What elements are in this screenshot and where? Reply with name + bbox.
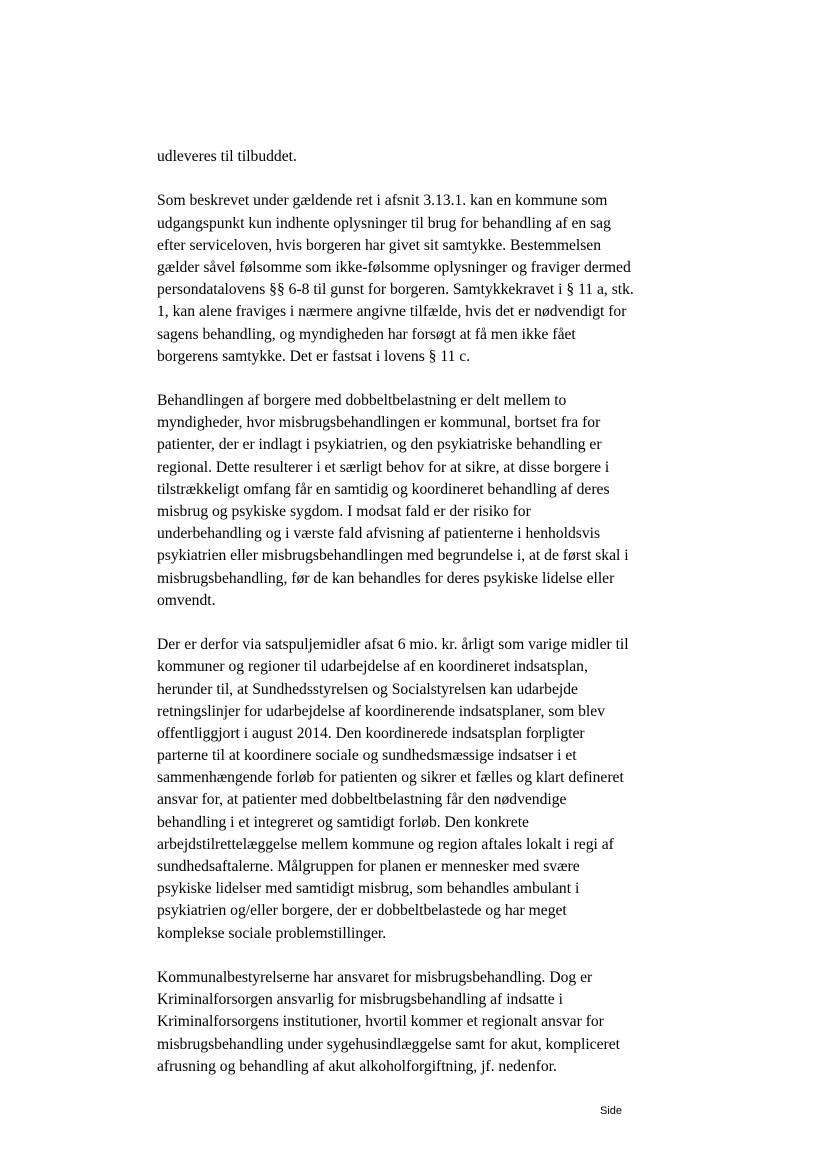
text-line: sammenhængende forløb for patienten og sikrer et fælles og klart defineret <box>157 769 624 787</box>
text-line: underbehandling og i værste fald afvisning af patienterne i henholdsvis <box>157 525 601 543</box>
text-line: persondatalovens §§ 6-8 til gunst for borgeren. Samtykkekravet i § 11 a, stk. <box>157 281 634 299</box>
text-line: offentliggjort i august 2014. Den koordinerede indsatsplan forpligter <box>157 724 585 742</box>
text-line: omvendt. <box>157 591 216 609</box>
text-line: misbrugsbehandling, før de kan behandles for deres psykiske lidelse eller <box>157 569 615 587</box>
text-line: Kriminalforsorgen ansvarlig for misbrugsbehandling af indsatte i <box>157 991 563 1009</box>
text-line: Kommunalbestyrelserne har ansvaret for misbrugsbehandling. Dog er <box>157 968 593 986</box>
text-line: udgangspunkt kun indhente oplysninger til brug for behandling af en sag <box>157 214 611 232</box>
text-line: komplekse sociale problemstillinger. <box>157 924 387 942</box>
text-line: Behandlingen af borgere med dobbeltbelastning er delt mellem to <box>157 392 567 410</box>
text-line: behandling i et integreret og samtidigt forløb. Den konkrete <box>157 813 529 831</box>
text-line: patienter, der er indlagt i psykiatrien, og den psykiatriske behandling er <box>157 436 602 454</box>
paragraph <box>157 634 677 945</box>
paragraph-gap <box>157 168 677 190</box>
text-line: arbejdstilrettelæggelse mellem kommune og region aftales lokalt i regi af <box>157 835 614 853</box>
text-line: regional. Dette resulterer i et særligt behov for at sikre, at disse borgere i <box>157 458 610 476</box>
text-line: sundhedsaftalerne. Målgruppen for planen er mennesker med svære <box>157 858 580 875</box>
text-line: Som beskrevet under gældende ret i afsnit 3.13.1. kan en kommune som <box>157 192 608 210</box>
text-line: Der er derfor via satspuljemidler afsat 6 mio. kr. årligt som varige midler til <box>157 636 629 654</box>
paragraph <box>157 967 677 1078</box>
paragraph <box>157 146 677 168</box>
text-line: herunder til, at Sundhedsstyrelsen og Socialstyrelsen kan udarbejde <box>157 680 578 698</box>
text-line: sagens behandling, og myndigheden har forsøgt at få men ikke fået <box>157 325 576 343</box>
paragraph-gap <box>157 612 677 634</box>
text-line: parterne til at koordinere sociale og sundhedsmæssige indsatser i et <box>157 747 577 765</box>
text-line: gælder såvel følsomme som ikke-følsomme oplysninger og fraviger dermed <box>157 258 631 276</box>
document-body <box>157 146 677 1078</box>
text-line: misbrugsbehandling under sygehusindlæggelse samt for akut, kompliceret <box>157 1035 620 1053</box>
paragraph-gap <box>157 945 677 967</box>
text-line: Kriminalforsorgens institutioner, hvortil kommer et regionalt ansvar for <box>157 1013 604 1031</box>
text-line: kommuner og regioner til udarbejdelse af en koordineret indsatsplan, <box>157 658 588 676</box>
text-line: psykiatrien og/eller borgere, der er dobbeltbelastede og har meget <box>157 902 567 920</box>
page-footer-label: Side <box>600 1105 623 1117</box>
paragraph-gap <box>157 368 677 390</box>
paragraph <box>157 190 677 368</box>
text-line: myndigheder, hvor misbrugsbehandlingen er kommunal, bortset fra for <box>157 414 601 432</box>
paragraph <box>157 390 677 612</box>
text-line: misbrug og psykiske sygdom. I modsat fald er der risiko for <box>157 503 531 520</box>
text-line: 1, kan alene fraviges i nærmere angivne tilfælde, hvis det er nødvendigt for <box>157 303 627 321</box>
text-line: afrusning og behandling af akut alkoholforgiftning, jf. nedenfor. <box>157 1057 557 1075</box>
text-line: borgerens samtykke. Det er fastsat i lovens § 11 c. <box>157 347 471 365</box>
text-line: ansvar for, at patienter med dobbeltbelastning får den nødvendige <box>157 791 567 809</box>
text-line: psykiske lidelser med samtidigt misbrug, som behandles ambulant i <box>157 880 580 898</box>
text-line: udleveres til tilbuddet. <box>157 148 297 165</box>
text-line: retningslinjer for udarbejdelse af koordinerende indsatsplaner, som blev <box>157 702 605 720</box>
text-line: psykiatrien eller misbrugsbehandlingen med begrundelse i, at de først skal i <box>157 547 629 565</box>
text-line: efter serviceloven, hvis borgeren har givet sit samtykke. Bestemmelsen <box>157 236 602 254</box>
text-line: tilstrækkeligt omfang får en samtidig og koordineret behandling af deres <box>157 480 610 498</box>
